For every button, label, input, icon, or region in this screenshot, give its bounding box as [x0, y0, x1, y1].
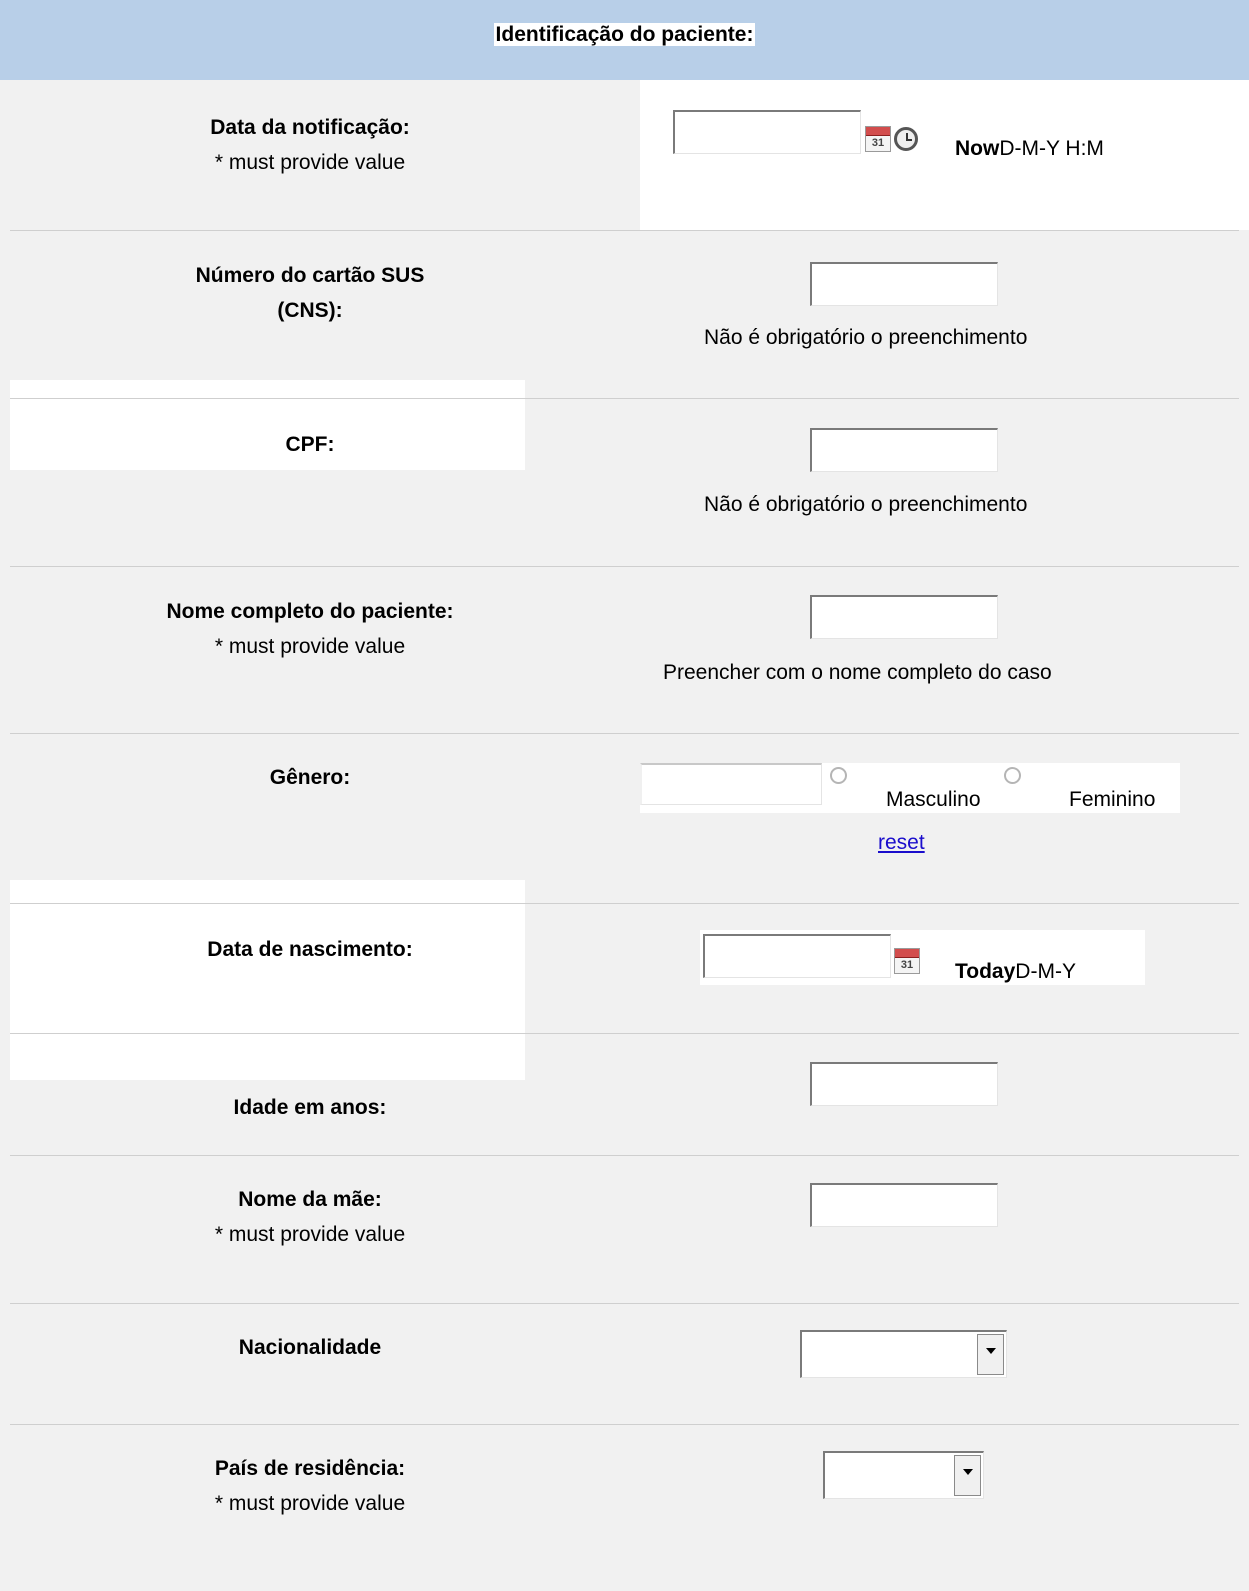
gender-label-group — [40, 760, 580, 795]
calendar-icon[interactable]: 31 — [894, 948, 920, 974]
patient-name-label: Nome completo do paciente: — [166, 600, 454, 623]
age-label-group — [40, 1090, 580, 1125]
patient-name-hint: Preencher com o nome completo do caso — [663, 661, 1052, 684]
required-note: * must provide value — [214, 151, 406, 174]
required-note: * must provide value — [214, 1492, 406, 1515]
gender-label: Gênero: — [269, 766, 351, 789]
today-format-hint — [955, 960, 1076, 984]
gender-radio-feminino[interactable] — [1004, 767, 1021, 784]
patient-name-input[interactable] — [810, 595, 998, 639]
cns-label-line1: Número do cartão SUS — [195, 264, 425, 287]
gender-option-feminino: Feminino — [1069, 788, 1156, 811]
mother-name-label: Nome da mãe: — [238, 1188, 382, 1211]
cpf-input[interactable] — [810, 428, 998, 472]
mother-name-label-group — [40, 1182, 580, 1252]
calendar-icon[interactable]: 31 — [865, 126, 891, 152]
mother-name-input[interactable] — [810, 1183, 998, 1227]
chevron-down-icon[interactable] — [954, 1455, 981, 1496]
cpf-label: CPF: — [285, 433, 335, 456]
nationality-select[interactable] — [800, 1330, 1007, 1378]
section-header — [0, 0, 1249, 80]
cns-label-line2: (CNS): — [277, 299, 343, 322]
gender-option-masculino: Masculino — [886, 788, 981, 811]
nationality-label: Nacionalidade — [238, 1336, 382, 1359]
age-input[interactable] — [810, 1062, 998, 1106]
required-note: * must provide value — [214, 635, 406, 658]
now-format-hint — [955, 137, 1104, 161]
now-link[interactable]: Now — [955, 137, 1000, 160]
gender-reset-link[interactable]: reset — [878, 831, 925, 854]
birth-date-label: Data de nascimento: — [207, 938, 413, 961]
cns-hint: Não é obrigatório o preenchimento — [704, 326, 1028, 349]
age-label: Idade em anos: — [233, 1096, 387, 1119]
cpf-hint: Não é obrigatório o preenchimento — [704, 493, 1028, 516]
notification-date-label: Data da notificação: — [210, 116, 410, 139]
country-select[interactable] — [823, 1451, 984, 1499]
cns-label-group — [40, 258, 580, 328]
cns-input[interactable] — [810, 262, 998, 306]
patient-name-label-group — [40, 594, 580, 664]
notification-date-label-group — [40, 110, 580, 180]
gender-radio-masculino[interactable] — [830, 767, 847, 784]
datetime-format-text: D-M-Y H:M — [999, 137, 1104, 160]
required-note: * must provide value — [214, 1223, 406, 1246]
birth-date-label-group — [40, 932, 580, 967]
nationality-label-group — [40, 1330, 580, 1365]
date-format-text: D-M-Y — [1015, 960, 1076, 983]
clock-icon[interactable] — [894, 127, 918, 151]
today-link[interactable]: Today — [955, 960, 1016, 983]
cpf-label-group — [40, 427, 580, 462]
chevron-down-icon[interactable] — [977, 1334, 1004, 1375]
gender-input[interactable] — [640, 763, 822, 805]
country-label: País de residência: — [214, 1457, 406, 1480]
birth-date-input[interactable] — [703, 934, 891, 978]
notification-date-input[interactable] — [673, 110, 861, 154]
section-title: Identificação do paciente: — [495, 23, 754, 46]
country-label-group — [40, 1451, 580, 1521]
